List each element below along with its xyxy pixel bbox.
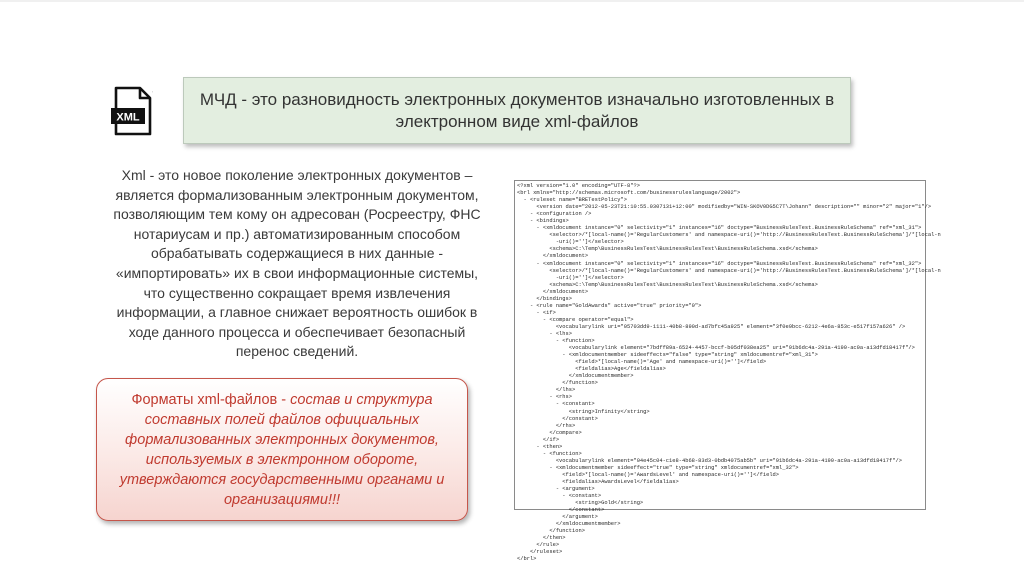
formats-rest: состав и структура составных полей файлов официальных формализованных электронных документов, используемых в электронном обороте, утверждаются государственными органами и организациями!!! xyxy=(119,391,445,508)
title-box xyxy=(183,77,851,144)
code-line: - <function> xyxy=(517,450,582,457)
svg-text:': ' xyxy=(152,90,153,95)
code-line: <selector>/*[local-name()='RegularCustomers' and namespace-uri()='http://BusinessRulesTest.BusinessRuleSchema']/*[local-n xyxy=(517,232,941,239)
code-line: </lhs> xyxy=(517,387,576,394)
body-paragraph: Xml - это новое поколение электронных документов – является формализованным электронным документом, позволяющим тем кому он адресован (Росреестру, ФНС нотариусам и пр.) автоматизированным способом обрабатывать содержащиеся в них данные - «импортировать» их в свои информационные системы, что существенно сокращает время извлечения информации, а главное снижает вероятность ошибок в ходе данного процесса и обеспечивает безопасный перенос сведений. xyxy=(113,167,481,360)
code-line: <selector>/*[local-name()='RegularCustomers' and namespace-uri()='http://BusinessRulesTest.BusinessRuleSchema']/*[local-n xyxy=(517,267,941,274)
code-line: <fieldalias>Age</fieldalias> xyxy=(517,366,666,373)
code-line: </ruleset> xyxy=(517,549,563,556)
code-line: <field>*[local-name()='AwardsLevel' and namespace-uri()='']</field> xyxy=(517,471,780,478)
code-line: <string>Infinity</string> xyxy=(517,408,650,415)
code-line: -uri()='']</selector> xyxy=(517,239,624,246)
code-line: <string>Gold</string> xyxy=(517,500,644,507)
formats-callout-text xyxy=(113,390,451,510)
formats-lead: Форматы xml-файлов - xyxy=(131,391,291,408)
code-line: - <constant> xyxy=(517,401,595,408)
code-line: </xmldocumentmember> xyxy=(517,373,634,380)
code-line: <schema>C:\Temp\BusinessRulesTest\BusinessRulesTest\BusinessRuleSchema.xsd</schema> xyxy=(517,281,818,288)
code-line: </xmldocument> xyxy=(517,253,589,260)
code-line: - <ruleset name="BRETestPolicy"> xyxy=(517,197,627,204)
code-line: </if> xyxy=(517,436,560,443)
code-line: - <then> xyxy=(517,443,563,450)
code-line: - <rhs> xyxy=(517,394,572,401)
code-line: <brl xmlns="http://schemas.microsoft.com/businessruleslanguage/2002"> xyxy=(517,190,741,197)
code-line: - <rule name="GoldAwards" active="true" priority="0"> xyxy=(517,302,702,309)
code-line: </then> xyxy=(517,535,566,542)
code-line: </bindings> xyxy=(517,295,572,302)
code-line: <schema>C:\Temp\BusinessRulesTest\BusinessRulesTest\BusinessRuleSchema.xsd</schema> xyxy=(517,246,818,253)
code-line: - <compare operator="equal"> xyxy=(517,316,634,323)
code-line: </function> xyxy=(517,528,585,535)
code-line: </constant> xyxy=(517,415,598,422)
code-line: - <lhs> xyxy=(517,330,572,337)
code-line: - <if> xyxy=(517,309,556,316)
code-line: </argument> xyxy=(517,514,598,521)
slide-title: МЧД - это разновидность электронных документов изначально изготовленных в электронном виде xml-файлов xyxy=(199,89,835,131)
code-line: - <bindings> xyxy=(517,218,569,225)
formats-callout-box xyxy=(96,378,468,521)
slide-top-rule xyxy=(0,0,1024,2)
code-line: - <xmldocument instance="0" selectivity="1" instances="16" doctype="BusinessRulesTest.BusinessRuleSchema" ref="xml_31"> xyxy=(517,225,922,232)
code-line: - <xmldocument instance="0" selectivity="1" instances="16" doctype="BusinessRulesTest.BusinessRuleSchema" ref="xml_32"> xyxy=(517,260,922,267)
code-line: - <configuration /> xyxy=(517,211,592,218)
code-line: </xmldocument> xyxy=(517,288,589,295)
code-line: <vocabularylink uri="05703dd9-1111-40b8-890d-ad7bfc45a925" element="3f0e9bcc-6212-4e6a-853c-e517f157a626" /> xyxy=(517,323,906,330)
code-line: </xmldocumentmember> xyxy=(517,521,621,528)
code-line: </rule> xyxy=(517,542,560,549)
code-line: </compare> xyxy=(517,429,582,436)
code-line: - <xmldocumentmember sideeffects="false" type="string" xmldocumentref="xml_31"> xyxy=(517,352,818,359)
code-line: <?xml version="1.0" encoding="UTF-8"?> xyxy=(517,183,640,189)
code-line: <field>*[local-name()='Age' and namespace-uri()='']</field> xyxy=(517,359,767,366)
code-line: - <constant> xyxy=(517,493,602,500)
code-line: </constant> xyxy=(517,507,605,514)
code-line: </brl> xyxy=(517,556,537,563)
code-line: - <xmldocumentmember sideeffect="true" type="string" xmldocumentref="xml_32"> xyxy=(517,464,799,471)
code-line: <version date="2012-05-23T21:10:55.0307131+12:00" modifiedby="WIN-SKOV0DG5C7T\Johann" description="" minor="2" major="1"/> xyxy=(517,204,932,211)
code-line: </function> xyxy=(517,380,598,387)
code-line: <vocabularylink element="7bdff89a-6524-4457-bccf-b05df038ea25" uri="91b6dc4a-291a-4190-ac0a-a13dfd18417f"/> xyxy=(517,345,915,352)
xml-code-sample xyxy=(514,180,941,563)
code-line: </rhs> xyxy=(517,422,576,429)
code-line: <fieldalias>AwardsLevel</fieldalias> xyxy=(517,478,679,485)
code-line: <vocabularylink element="04e45c04-c1e8-4b68-83d3-0bdb4075ab5b" uri="91b6dc4a-291a-4190-ac0a-a13dfd18417f"/> xyxy=(517,457,902,464)
code-line: - <argument> xyxy=(517,486,595,493)
code-line: - <function> xyxy=(517,338,595,345)
xml-file-icon xyxy=(108,86,154,136)
xml-icon-label: XML xyxy=(116,111,140,124)
code-line: -uri()='']</selector> xyxy=(517,274,624,281)
